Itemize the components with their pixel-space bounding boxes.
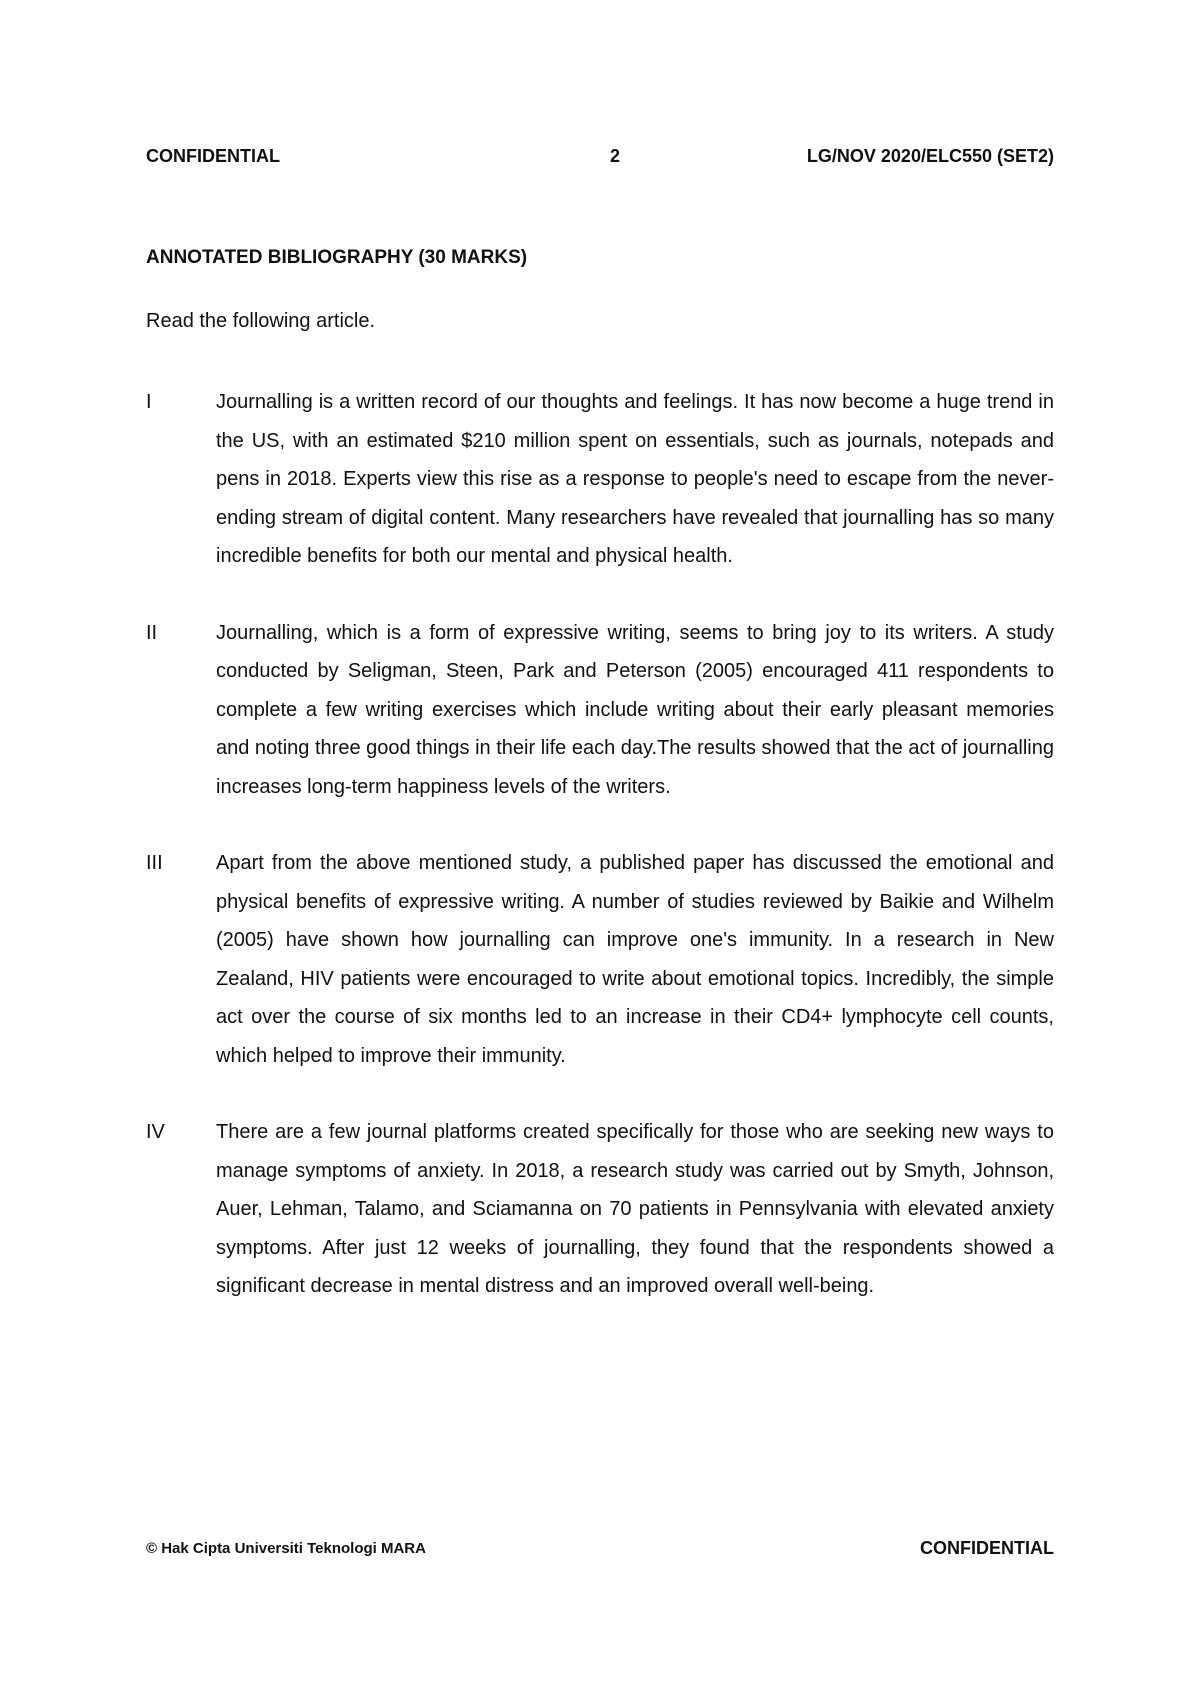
- paragraph-number: II: [146, 621, 158, 644]
- footer-confidential-label: CONFIDENTIAL: [920, 1538, 1054, 1558]
- paragraph-text: Journalling is a written record of our thoughts and feelings. It has now become a huge trend in the US, with an estimated $210 million spent on essentials, such as journals, notepads and pens in 2018. Experts view this rise as a response to people's need to escape from the never-ending stream of digital content. Many researchers have revealed that journalling has so many incredible benefits for both our mental and physical health.: [216, 391, 1054, 567]
- paper-code: LG/NOV 2020/ELC550 (SET2): [806, 146, 1054, 166]
- paragraph: [146, 614, 1054, 807]
- page-footer: [146, 1538, 1054, 1560]
- copyright-notice: © Hak Cipta Universiti Teknologi MARA: [146, 1540, 426, 1557]
- paragraph-number: I: [146, 391, 152, 413]
- page-header: [146, 146, 1054, 172]
- paragraph-number: III: [146, 852, 163, 874]
- paragraph-text: Journalling, which is a form of expressive writing, seems to bring joy to its writers. A study conducted by Seligman, Steen, Park and Peterson (2005) encouraged 411 respondents to complete a few writing exercises which include writing about their early pleasant memories and noting three good things in their life each day.The results showed that the act of journalling increases long-term happiness levels of the writers.: [216, 621, 1054, 798]
- instruction-text: Read the following article.: [146, 310, 376, 332]
- paragraph: [146, 844, 1054, 1075]
- paragraph: [146, 1113, 1054, 1306]
- paragraph-text: There are a few journal platforms created specifically for those who are seeking new ways to manage symptoms of anxiety. In 2018, a research study was carried out by Smyth, Johnson, Auer, Lehman, Talamo, and Sciamanna on 70 patients in Pennsylvania with elevated anxiety symptoms. After just 12 weeks of journalling, they found that the respondents showed a significant decrease in mental distress and an improved overall well-being.: [216, 1121, 1054, 1297]
- page-number: 2: [610, 146, 621, 166]
- paragraph-number: IV: [146, 1121, 165, 1143]
- header-confidential-label: CONFIDENTIAL: [146, 146, 280, 166]
- paragraph: [146, 383, 1054, 576]
- article: [146, 383, 1054, 1344]
- paragraph-text: Apart from the above mentioned study, a published paper has discussed the emotional and physical benefits of expressive writing. A number of studies reviewed by Baikie and Wilhelm (2005) have shown how journalling can improve one's immunity. In a research in New Zealand, HIV patients were encouraged to write about emotional topics. Incredibly, the simple act over the course of six months led to an increase in their CD4+ lymphocyte cell counts, which helped to improve their immunity.: [216, 852, 1054, 1067]
- section-title: ANNOTATED BIBLIOGRAPHY (30 MARKS): [146, 247, 528, 268]
